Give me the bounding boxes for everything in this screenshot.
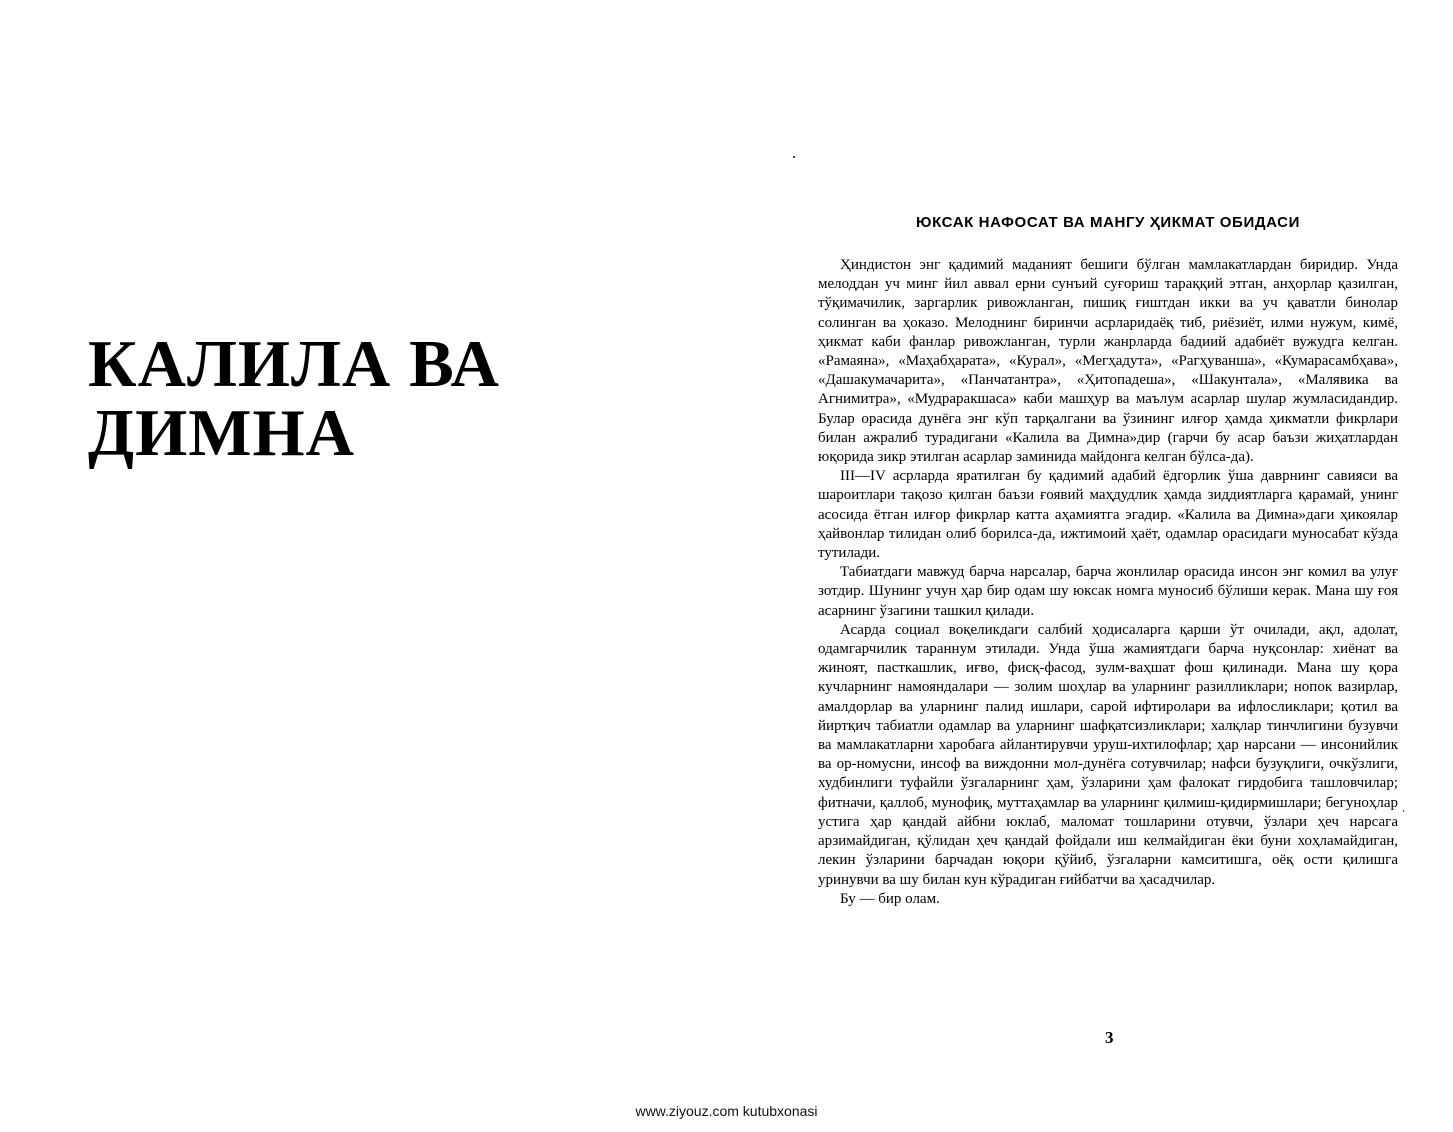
book-title	[88, 327, 508, 470]
scan-speck	[1403, 810, 1404, 812]
book-title-line-1: КАЛИЛА ВА	[88, 327, 500, 401]
paragraph: Ҳиндистон энг қадимий маданият бешиги бўлган мамлакатлардан биридир. Унда мелоддан уч минг йил аввал ерни сунъий суғориш тараққий этган, анҳорлар қазилган, тўқимачилик, заргарлик ривожланган, пишиқ ғиштдан икки ва уч қаватли бинолар солинган ва ҳоказо. Мелоднинг биринчи асрларидаёқ тиб, риёзиёт, илми нужум, кимё, ҳикмат каби фанлар ривожланган, турли жанрларда бадиий адабиёт вужудга келган. «Рамаяна», «Маҳабҳарата», «Курал», «Мегҳадута», «Рагҳуванша», «Кумарасамбҳава», «Дашакумачарита», «Панчатантра», «Ҳитопадеша», «Шакунтала», «Малявика ва Агнимитра», «Мудраракшаса» каби машҳур ва маълум асарлар шулар жумласидандир. Булар орасида дунёга энг кўп тарқалгани ва ўзининг илғор ҳамда ҳикматли фикрлари билан ажралиб турадигани «Калила ва Димна»дир (гарчи бу асар баъзи жиҳатлардан юқорида зикр этилган асарлар заминида майдонга келган бўлса-да).	[818, 257, 1398, 466]
paragraph: Асарда социал воқеликдаги салбий ҳодисаларга қарши ўт очилади, ақл, адолат, одамгарчилик тараннум этилади. Унда ўша жамиятдаги барча нуқсонлар: хиёнат ва жиноят, пасткашлик, иғво, фисқ-фасод, зулм-ваҳшат фош қилинади. Мана шу қора кучларнинг намояндалари — золим шоҳлар ва уларнинг разилликлари; нопок вазирлар, амалдорлар ва уларнинг палид ишлари, сарой ифтиролари ва ифлосликлари; қотил ва йиртқич табиатли одамлар ва уларнинг шафқатсизликлари; халқлар тинчлигини бузувчи ва мамлакатларни харобага айлантирувчи уруш-ихтилофлар; ҳар нарсани — инсонийлик ва ор-номусни, инсоф ва виждонни мол-дунёга сотувчилар; нафси бузуқлиги, очкўзлиги, худбинлиги туфайли ўзгаларнинг ҳам, ўзларини ҳам фалокат гирдобига ташловчилар; фитначи, қаллоб, мунофиқ, муттаҳамлар ва уларнинг қилмиш-қидирмишлари; бегуноҳлар устига ҳар қандай айбни юклаб, маломат тошларини отувчи, ўзлари ҳеч нарсага арзимайдиган, қўлидан ҳеч қандай фойдали иш келмайдиган ёки буни хоҳламайдиган, лекин ўзларини барчадан юқори қўйиб, ўзгаларни камситишга, оёқ ости қилишга уринувчи ва шу билан кун кўрадиган ғийбатчи ва ҳасадчилар.	[818, 621, 1398, 888]
page-number: 3	[1105, 1028, 1114, 1047]
paragraph: Табиатдаги мавжуд барча нарсалар, барча жонлилар орасида инсон энг комил ва улуғ зотдир. Шунинг учун ҳар бир одам шу юксак номга муносиб бўлиши керак. Мана шу ғоя асарнинг ўзагини ташкил қилади.	[818, 564, 1398, 619]
paragraph: III—IV асрларда яратилган бу қадимий адабий ёдгорлик ўша даврнинг савияси ва шароитлари тақозо қилган баъзи ғоявий маҳдудлик ҳамда зиддиятларга қарамай, унинг асосида ётган илғор фикрлар катта аҳамиятга эгадир. «Калила ва Димна»даги ҳикоялар ҳайвонлар тилидан олиб борилса-да, ижтимоий ҳаёт, одамлар орасидаги муносабат кўзда тутилади.	[818, 468, 1398, 562]
scan-speck	[793, 156, 795, 158]
chapter-heading: ЮКСАК НАФОСАТ ВА МАНГУ ҲИКМАТ ОБИДАСИ	[916, 214, 1300, 231]
footer-credit: www.ziyouz.com kutubxonasi	[635, 1103, 818, 1119]
body-text	[818, 256, 1398, 909]
book-title-line-2: ДИМНА	[88, 396, 355, 470]
paragraph: Бу — бир олам.	[840, 890, 940, 907]
